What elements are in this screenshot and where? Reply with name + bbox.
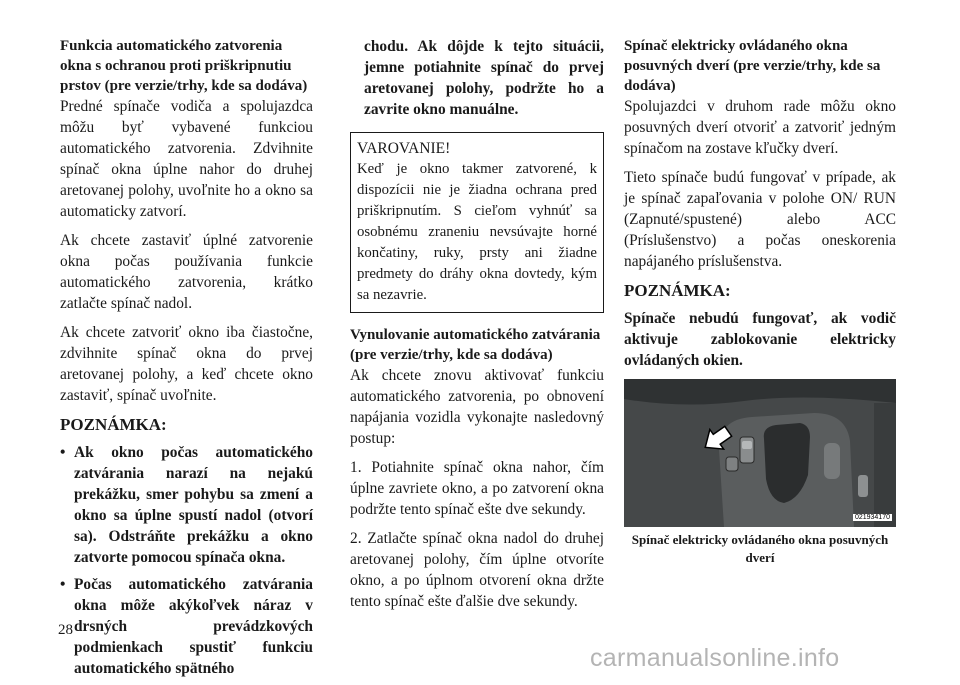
paragraph: Ak chcete znovu aktivovať funkciu automatického zatvorenia, po obnovení napájania vozidla vykonajte nasledovný postup: xyxy=(350,367,604,447)
section-heading-sliding-door: Spínač elektricky ovládaného okna posuvných dverí (pre verzie/trhy, kde sa dodáva) xyxy=(624,38,881,94)
note-bullet: • Počas automatického zatvárania okna môže akýkoľvek náraz v drsných prevádzkových podmienkach spustiť funkciu automatického spätného xyxy=(60,574,313,679)
warning-box xyxy=(350,132,604,313)
section-heading-auto-close: Funkcia automatického zatvorenia okna s ochranou proti priškripnutiu prstov (pre verzie/trhy, kde sa dodáva) xyxy=(60,38,308,94)
watermark: carmanualsonline.info xyxy=(590,644,840,672)
column-right xyxy=(624,36,896,567)
door-switch-photo xyxy=(624,379,896,527)
step-2: 2. Zatlačte spínač okna nadol do druhej aretovanej polohy, čím úplne otvoríte okno, a po úplnom otvorení okna držte tento spínač ešte ďalšie dve sekundy. xyxy=(350,530,604,610)
note-title: POZNÁMKA: xyxy=(60,415,167,434)
paragraph: Ak chcete zatvoriť okno iba čiastočne, zdvihnite spínač okna do prvej aretovanej polohy, a keď chcete okno zastaviť, spínač uvoľnite. xyxy=(60,324,313,404)
warning-title: VAROVANIE! xyxy=(357,140,451,157)
warning-text: Keď je okno takmer zatvorené, k dispozícii nie je žiadna ochrana pred priškripnutím. S cieľom vyhnúť sa osobnému zraneniu nevsúvajte horné končatiny, ruky, prsty ani žiadne predmety do dráhy okna dovtedy, kým sa nezavrie. xyxy=(357,161,597,303)
page-number: 28 xyxy=(58,622,73,638)
paragraph: Ak chcete zastaviť úplné zatvorenie okna počas používania funkcie automatického zatvorenia, krátko zatlačte spínač nadol. xyxy=(60,232,313,312)
column-middle xyxy=(350,36,604,620)
paragraph: Tieto spínače budú fungovať v prípade, ak je spínač zapaľovania v polohe ON/ RUN (Zapnuté/spustené) alebo ACC (Príslušenstvo) a počas oneskorenia napájaného príslušenstva. xyxy=(624,169,896,270)
paragraph: Predné spínače vodiča a spolujazdca môžu byť vybavené funkciou automatického zatvorenia. Zdvihnite spínač okna úplne nahor do druhej aretovanej polohy, uvoľnite ho a okno sa automaticky zatvorí. xyxy=(60,98,313,220)
column-left xyxy=(60,36,313,685)
image-id: 021934170 xyxy=(854,514,890,521)
door-switch-illustration xyxy=(624,379,896,527)
note-bullet: • Ak okno počas automatického zatvárania narazí na nejakú prekážku, smer pohybu sa zmení a okno sa úplne spustí nadol (otvorí sa). Odstráňte prekážku a okno zatvorte pomocou spínača okna. xyxy=(60,442,313,568)
note-bullet-continuation: chodu. Ak dôjde k tejto situácii, jemne potiahnite spínač do prvej aretovanej polohy, podržte ho a zavrite okno manuálne. xyxy=(364,38,604,118)
note-list xyxy=(60,442,313,679)
paragraph: Spolujazdci v druhom rade môžu okno posuvných dverí otvoriť a zatvoriť jedným spínačom na zostave kľučky dverí. xyxy=(624,98,896,157)
figure-caption: Spínač elektricky ovládaného okna posuvných dverí xyxy=(631,532,889,565)
note-text: Spínače nebudú fungovať, ak vodič aktivuje zablokovanie elektricky ovládaných okien. xyxy=(624,310,896,369)
note-title: POZNÁMKA: xyxy=(624,281,731,300)
step-1: 1. Potiahnite spínač okna nahor, čím úplne zavriete okno, a po zatvorení okna podržte tento spínač ešte dve sekundy. xyxy=(350,459,604,518)
section-heading-reset: Vynulovanie automatického zatvárania (pre verzie/trhy, kde sa dodáva) xyxy=(350,327,601,363)
